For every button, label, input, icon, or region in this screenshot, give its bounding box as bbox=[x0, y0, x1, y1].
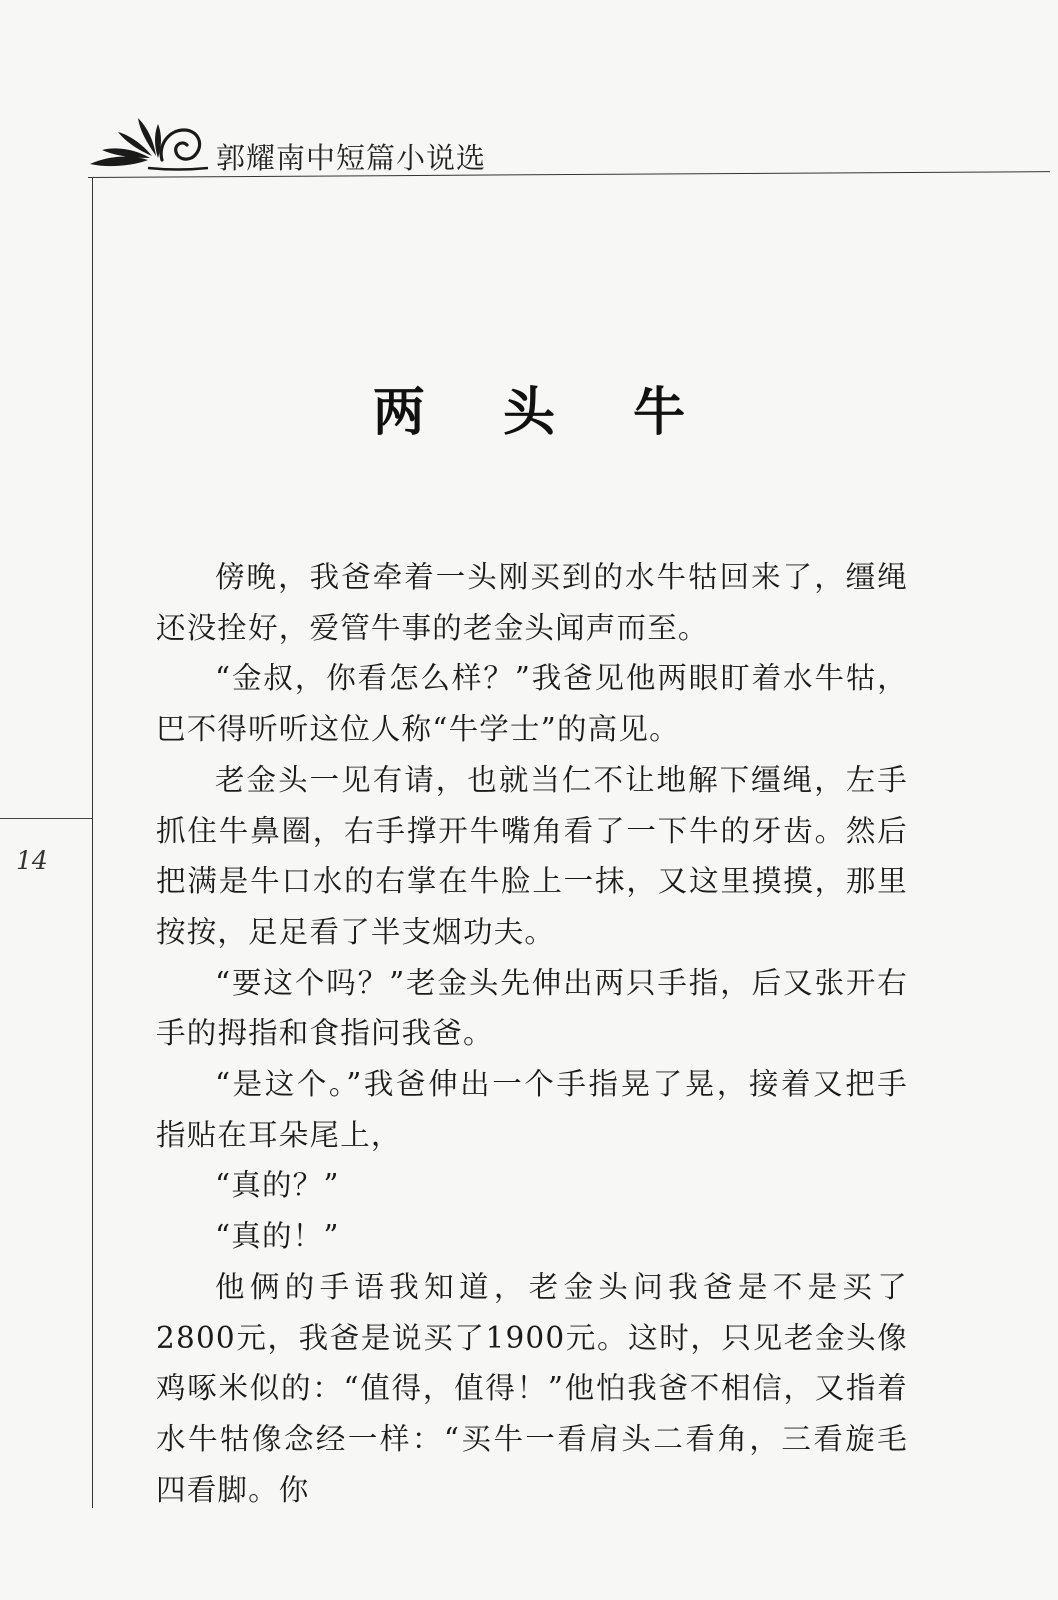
margin-tick-rule bbox=[0, 818, 92, 819]
paragraph: “金叔，你看怎么样？”我爸见他两眼盯着水牛牯，巴不得听听这位人称“牛学士”的高见。 bbox=[156, 661, 908, 747]
paragraph: “要这个吗？”老金头先伸出两只手指，后又张开右手的拇指和食指问我爸。 bbox=[156, 965, 908, 1051]
paragraph: “是这个。”我爸伸出一个手指晃了晃，接着又把手指贴在耳朵尾上， bbox=[156, 1067, 908, 1152]
book-title: 郭耀南中短篇小说选 bbox=[216, 141, 487, 175]
body-text bbox=[156, 552, 908, 1515]
paragraph: “真的？” bbox=[215, 1168, 340, 1203]
flourish-ornament-icon bbox=[88, 112, 208, 174]
paragraph: 老金头一见有请，也就当仁不让地解下缰绳，左手抓住牛鼻圈，右手撑开牛嘴角看了一下牛的牙齿。然后把满是牛口水的右掌在牛脸上一抹，又这里摸摸，那里按按，足足看了半支烟功夫。 bbox=[156, 762, 908, 949]
chapter-title: 两 头 牛 bbox=[372, 382, 716, 443]
paragraph: 傍晚，我爸牵着一头刚买到的水牛牯回来了，缰绳还没拴好，爱管牛事的老金头闻声而至。 bbox=[156, 560, 908, 645]
page-number: 14 bbox=[16, 846, 48, 875]
paragraph: “真的！” bbox=[215, 1219, 340, 1254]
paragraph: 他俩的手语我知道，老金头问我爸是不是买了2800元，我爸是说买了1900元。这时，只见老金头像鸡啄米似的：“值得，值得！”他怕我爸不相信，又指着水牛牯像念经一样：“买牛一看肩头二看角，三看旋毛四看脚。你 bbox=[156, 1269, 908, 1507]
